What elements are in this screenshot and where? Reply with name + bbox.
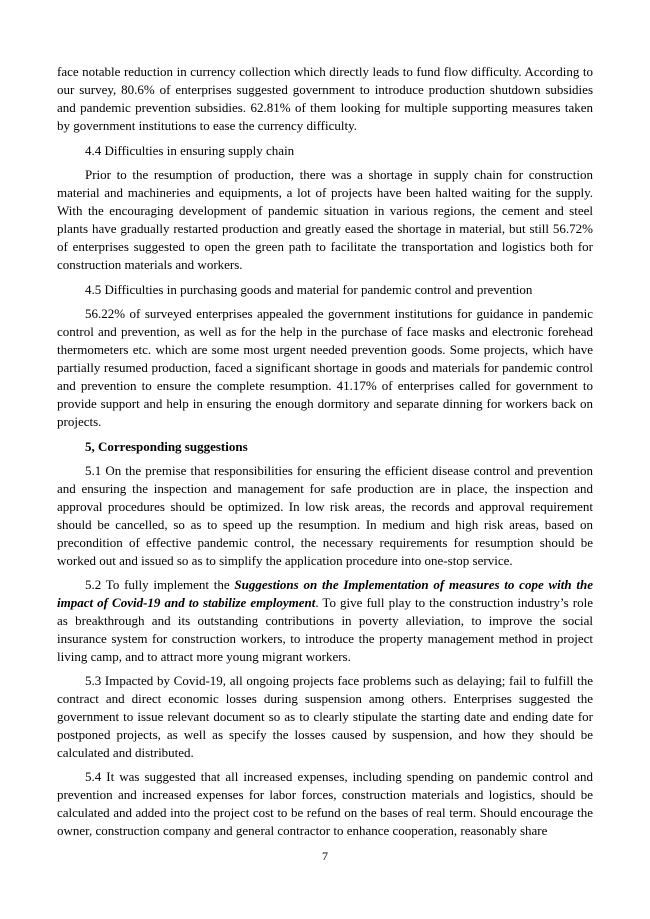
heading-5-corresponding-suggestions: 5, Corresponding suggestions — [85, 439, 248, 454]
page-number: 7 — [322, 849, 328, 863]
paragraph-supply-chain: Prior to the resumption of production, there was a shortage in supply chain for construction material and machineries and equipments, a lot of projects have been halted waiting for the supply. With the encouraging development of pandemic situation in various regions, the cement and steel plants have gradually restarted production and greatly eased the shortage in material, but still 56.72% of enterprises suggested to open the green path to facilitate the transportation and logistics both for construction materials and workers. — [57, 167, 593, 272]
text-run-normal: 5.2 To fully implement the — [85, 577, 235, 592]
heading-4-4-supply-chain: 4.4 Difficulties in ensuring supply chain — [85, 143, 295, 158]
heading-4-5-purchasing-goods: 4.5 Difficulties in purchasing goods and material for pandemic control and prevention — [85, 282, 533, 297]
paragraph-currency-difficulty: face notable reduction in currency collection which directly leads to fund flow difficulty. According to our survey, 80.6% of enterprises suggested government to introduce production shutdown subsidies and pandemic prevention subsidies. 62.81% of them looking for multiple supporting measures taken by government institutions to ease the currency difficulty. — [57, 64, 593, 133]
text-run-normal: . To give full play to the construction industry’s role as breakthrough and its outstanding contributions in poverty alleviation, to improve the social insurance system for construction workers, to introduce the property management method in project living camp, and to attract more young migrant workers. — [57, 595, 593, 664]
text-run-document-title: Suggestions on the Implementation of measures to cope with the impact of Covid-19 and to stabilize employment — [57, 577, 593, 610]
paragraph-suggestion-5-1: 5.1 On the premise that responsibilities for ensuring the efficient disease control and prevention and ensuring the inspection and management for safe production are in place, the inspection and approval procedures should be optimized. In low risk areas, the records and approval requirement should be cancelled, so as to speed up the resumption. In medium and high risk areas, based on precondition of effective pandemic control, the necessary requirements for resumption should be worked out and issued so as to simplify the application procedure into one-stop service. — [57, 463, 593, 568]
paragraph-pandemic-goods: 56.22% of surveyed enterprises appealed the government institutions for guidance in pandemic control and prevention, as well as for the help in the purchase of face masks and electronic forehead thermometers etc. which are some most urgent needed prevention goods. Some projects, which have partially resumed production, faced a significant shortage in goods and materials for pandemic control and prevention to ensure the complete resumption. 41.17% of enterprises called for government to provide support and help in ensuring the enough dormitory and separate dinning for workers back on projects. — [57, 306, 593, 429]
paragraph-suggestion-5-4: 5.4 It was suggested that all increased expenses, including spending on pandemic control and prevention and increased expenses for labor forces, construction materials and logistics, should be calculated and added into the project cost to be refund on the bases of real term. Should encourage the owner, construction company and general contractor to enhance cooperation, reasonably share — [57, 769, 593, 838]
paragraph-suggestion-5-2 — [57, 576, 593, 666]
paragraph-suggestion-5-3: 5.3 Impacted by Covid-19, all ongoing projects face problems such as delaying; fail to fulfill the contract and direct economic losses during suspension among others. Enterprises suggested the government to issue relevant document so as to clearly stipulate the starting date and ending date for postponed projects, as well as specify the losses caused by suspension, and how they should be calculated and distributed. — [57, 673, 593, 760]
